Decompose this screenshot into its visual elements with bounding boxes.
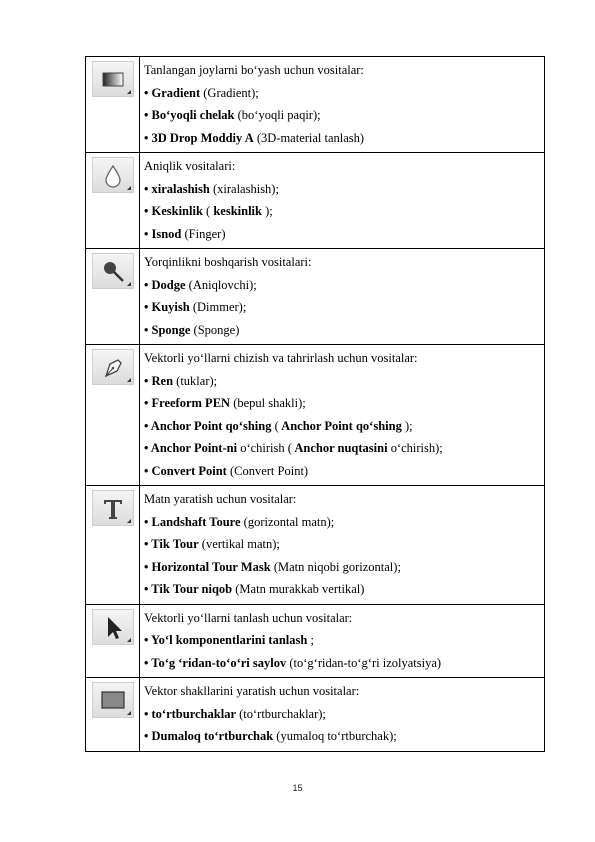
tool-item — [144, 652, 540, 675]
tool-item — [144, 200, 540, 223]
gradient-tool-icon — [92, 61, 134, 97]
tool-name: • Dodge — [144, 277, 186, 292]
tool-name: • xiralashish — [144, 181, 210, 196]
description-cell — [140, 249, 545, 345]
tool-translation: (Convert Point) — [226, 463, 309, 478]
description-cell — [140, 153, 545, 249]
pen-tool-icon — [92, 349, 134, 385]
tool-item — [144, 296, 540, 319]
tool-translation: (vertikal matn); — [198, 537, 280, 551]
tool-name: • Isnod — [144, 226, 182, 241]
tool-item — [144, 82, 540, 105]
tool-translation: (3D-material tanlash) — [253, 130, 365, 145]
tool-item — [144, 556, 540, 579]
tool-row — [86, 249, 545, 345]
tool-item — [144, 578, 540, 601]
tool-name: • Landshaft Toure — [144, 514, 241, 529]
tool-name: • Dumaloq to‘rtburchak — [144, 729, 274, 743]
flyout-corner-icon — [127, 282, 131, 286]
tool-name: • Anchor Point qo‘shing — [144, 418, 272, 433]
tool-row — [86, 57, 545, 153]
rectangle-tool-icon — [92, 682, 134, 718]
tool-name: • Keskinlik — [144, 204, 203, 218]
tool-translation: (bo‘yoqli paqir); — [234, 108, 321, 122]
description-cell — [140, 678, 545, 752]
tool-item — [144, 370, 540, 393]
tool-name: • Yo‘l komponentlarini tanlash — [144, 633, 308, 647]
description-cell — [140, 604, 545, 678]
flyout-corner-icon — [127, 638, 131, 642]
tool-name: • Tik Tour — [144, 537, 199, 551]
tool-item — [144, 104, 540, 127]
tool-translation: (Gradient); — [200, 85, 259, 100]
tool-item — [144, 415, 540, 438]
path-selection-tool-icon — [92, 609, 134, 645]
tool-translation: (to‘g‘ridan-to‘g‘ri izolyatsiya) — [286, 655, 442, 670]
tool-name: • To‘g ‘ridan-to‘o‘ri saylov — [144, 655, 287, 670]
description-cell — [140, 486, 545, 605]
group-title: Vektorli yo‘llarni chizish va tahrirlash uchun vositalar: — [144, 351, 418, 365]
tool-item — [144, 629, 540, 652]
tool-row — [86, 486, 545, 605]
flyout-corner-icon — [127, 711, 131, 715]
tool-translation: (Matn murakkab vertikal) — [232, 582, 365, 596]
tool-translation: (Aniqlovchi); — [185, 277, 257, 292]
icon-cell — [86, 604, 140, 678]
tool-translation: o‘chirish ( — [237, 441, 292, 455]
description-cell — [140, 57, 545, 153]
flyout-corner-icon — [127, 378, 131, 382]
tool-item — [144, 460, 540, 483]
tool-item — [144, 725, 540, 748]
tool-name: • to‘rtburchaklar — [144, 706, 236, 721]
tool-item — [144, 319, 540, 342]
tool-translation: (Matn niqobi gorizontal); — [270, 559, 401, 574]
tool-name: • Freeform PEN — [144, 396, 231, 410]
group-title: Vektor shakllarini yaratish uchun vositalar: — [144, 684, 360, 698]
tool-name: • Ren — [144, 373, 174, 388]
tools-table — [85, 56, 545, 752]
tool-name: • Gradient — [144, 85, 201, 100]
tool-item — [144, 178, 540, 201]
tool-translation: ( — [271, 418, 279, 433]
group-title: Vektorli yo‘llarni tanlash uchun vositalar: — [144, 610, 353, 625]
tool-translation: (tuklar); — [173, 373, 218, 388]
tool-translation: (gorizontal matn); — [240, 514, 335, 529]
tool-translation: (Sponge) — [190, 322, 240, 337]
tool-item — [144, 703, 540, 726]
group-title: Yorqinlikni boshqarish vositalari: — [144, 255, 312, 269]
tool-translation: ); — [261, 204, 273, 218]
group-title: Tanlangan joylarni bo‘yash uchun vositalar: — [144, 63, 364, 77]
flyout-corner-icon — [127, 186, 131, 190]
tool-translation: (bepul shakli); — [230, 396, 306, 410]
tool-item — [144, 511, 540, 534]
tool-item — [144, 127, 540, 150]
flyout-corner-icon — [127, 90, 131, 94]
tool-translation: (to‘rtburchaklar); — [236, 706, 326, 721]
tool-row — [86, 678, 545, 752]
group-title: Matn yaratish uchun vositalar: — [144, 492, 297, 506]
flyout-corner-icon — [127, 519, 131, 523]
icon-cell — [86, 345, 140, 486]
tool-name: • Anchor Point-ni — [144, 441, 238, 455]
tool-name: keskinlik — [210, 204, 262, 218]
tool-translation: ; — [307, 633, 314, 647]
tool-row — [86, 345, 545, 486]
tool-translation: o‘chirish); — [387, 441, 443, 455]
tool-name: • Sponge — [144, 322, 191, 337]
dodge-tool-icon — [92, 253, 134, 289]
icon-cell — [86, 153, 140, 249]
tool-name: • Kuyish — [144, 300, 190, 314]
tool-row — [86, 153, 545, 249]
icon-cell — [86, 57, 140, 153]
tool-name: • Tik Tour niqob — [144, 582, 233, 596]
description-cell — [140, 345, 545, 486]
tool-name: • Horizontal Tour Mask — [144, 559, 271, 574]
tool-item — [144, 392, 540, 415]
tool-name: • Convert Point — [144, 463, 227, 478]
page-number: 15 — [292, 783, 303, 793]
icon-cell — [86, 678, 140, 752]
tool-name: Anchor Point qo‘shing — [278, 418, 402, 433]
icon-cell — [86, 249, 140, 345]
tool-item — [144, 437, 540, 460]
type-tool-icon — [92, 490, 134, 526]
tool-name: • 3D Drop Moddiy A — [144, 130, 254, 145]
tool-translation: (Finger) — [181, 226, 226, 241]
tool-translation: ( — [202, 204, 211, 218]
tool-item — [144, 274, 540, 297]
tool-item — [144, 533, 540, 556]
icon-cell — [86, 486, 140, 605]
tool-row — [86, 604, 545, 678]
tool-name: • Bo‘yoqli chelak — [144, 108, 235, 122]
blur-tool-icon — [92, 157, 134, 193]
tool-translation: (Dimmer); — [189, 300, 247, 314]
tool-translation: (yumaloq to‘rtburchak); — [273, 729, 397, 743]
group-title: Aniqlik vositalari: — [144, 159, 236, 173]
tool-item — [144, 223, 540, 246]
tool-translation: ); — [401, 418, 413, 433]
tool-name: Anchor nuqtasini — [291, 441, 388, 455]
tool-translation: (xiralashish); — [209, 181, 279, 196]
